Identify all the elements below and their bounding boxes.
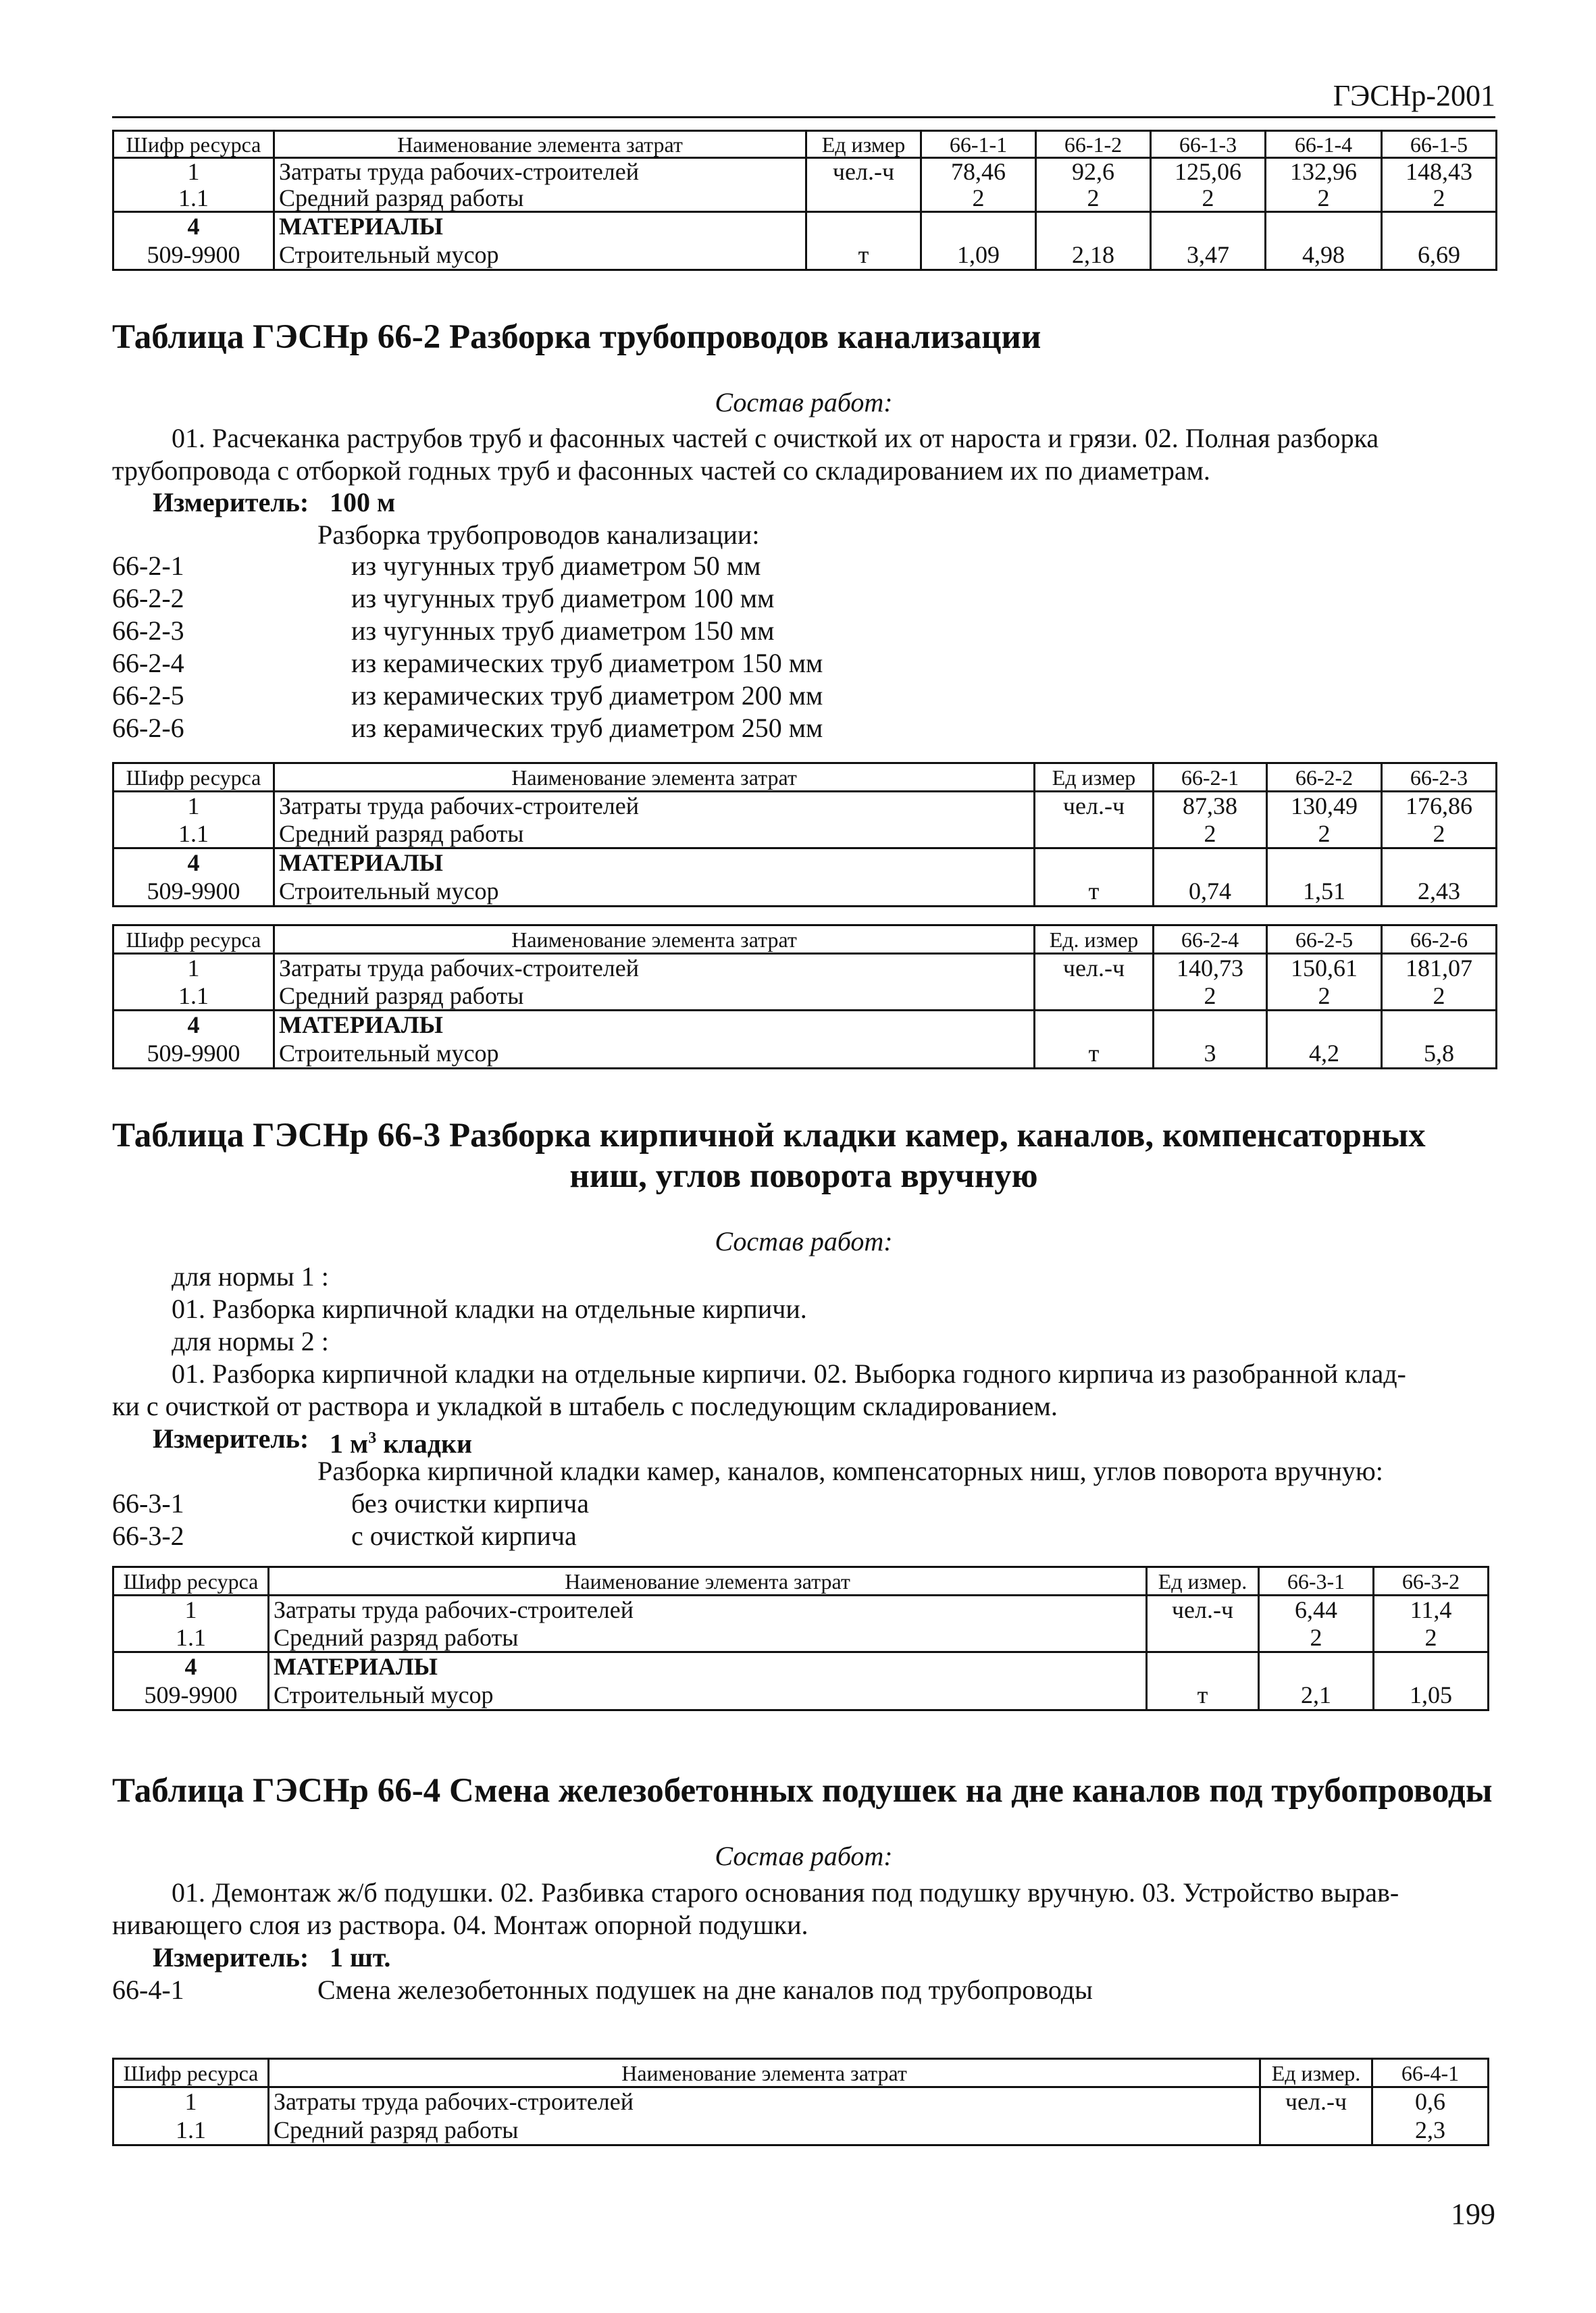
list-intro: Разборка трубопроводов канализации: <box>317 519 760 550</box>
cell-value: 2 <box>1036 185 1151 212</box>
cell-name: Средний разряд работы <box>274 982 1035 1011</box>
norm-code: 66-2-4 <box>112 648 184 678</box>
cell-code: 509-9900 <box>113 240 274 270</box>
cell-unit: чел.-ч <box>1260 2087 1372 2116</box>
cell-value <box>1374 1652 1489 1681</box>
cell-value: 6,44 <box>1259 1596 1374 1624</box>
cell-value: 2 <box>1154 820 1267 848</box>
cell-code: 4 <box>113 212 274 240</box>
col-header: 66-1-5 <box>1382 131 1497 158</box>
cell-value: 1,51 <box>1267 877 1382 907</box>
table-row <box>113 1011 1497 1039</box>
cell-value: 5,8 <box>1382 1039 1497 1069</box>
list-intro: Разборка кирпичной кладки камер, каналов, компенсаторных ниш, углов поворота вручную: <box>317 1456 1383 1486</box>
norm-code: 66-3-1 <box>112 1488 184 1519</box>
cell-value: 87,38 <box>1154 792 1267 820</box>
cell-value: 140,73 <box>1154 954 1267 982</box>
cell-value: 4,2 <box>1267 1039 1382 1069</box>
cell-name: Строительный мусор <box>269 1681 1147 1710</box>
cell-value: 2 <box>1267 982 1382 1011</box>
meter-label: Измеритель: <box>153 1942 309 1973</box>
cell-unit: чел.-ч <box>1035 954 1154 982</box>
cell-value <box>1151 212 1266 240</box>
cell-name: Средний разряд работы <box>269 1624 1147 1652</box>
table-row <box>113 1039 1497 1069</box>
cell-name: Затраты труда рабочих-строителей <box>269 2087 1260 2116</box>
cell-code: 4 <box>113 1652 269 1681</box>
cell-value: 2 <box>1154 982 1267 1011</box>
cell-value: 92,6 <box>1036 158 1151 185</box>
cell-name: Строительный мусор <box>274 240 806 270</box>
cell-value: 181,07 <box>1382 954 1497 982</box>
cell-value <box>1267 848 1382 877</box>
cell-value: 125,06 <box>1151 158 1266 185</box>
cell-unit <box>1147 1652 1259 1681</box>
composition-heading: Состав работ: <box>715 1226 893 1256</box>
cell-name: Строительный мусор <box>274 1039 1035 1069</box>
cell-unit <box>1035 1011 1154 1039</box>
table-row <box>113 1624 1489 1652</box>
table-row <box>113 877 1497 907</box>
cell-name: Затраты труда рабочих-строителей <box>269 1596 1147 1624</box>
cell-name: МАТЕРИАЛЫ <box>274 212 806 240</box>
col-header: Шифр ресурса <box>113 763 274 792</box>
table-header-row <box>113 925 1497 954</box>
table-66-1-continuation <box>112 130 1497 271</box>
cell-code: 509-9900 <box>113 1039 274 1069</box>
cell-value: 2,1 <box>1259 1681 1374 1710</box>
norm-desc: с очисткой кирпича <box>351 1521 577 1551</box>
cell-unit: т <box>1147 1681 1259 1710</box>
col-header: Шифр ресурса <box>113 925 274 954</box>
cell-value: 2,18 <box>1036 240 1151 270</box>
col-header: 66-2-2 <box>1267 763 1382 792</box>
col-header: 66-1-1 <box>921 131 1036 158</box>
table-row <box>113 240 1497 270</box>
cell-value: 150,61 <box>1267 954 1382 982</box>
cell-value: 11,4 <box>1374 1596 1489 1624</box>
meter-label: Измеритель: <box>153 1423 309 1454</box>
cell-value: 2 <box>921 185 1036 212</box>
cell-value: 3,47 <box>1151 240 1266 270</box>
norm-desc: из чугунных труб диаметром 150 мм <box>351 615 775 646</box>
cell-name: Средний разряд работы <box>274 185 806 212</box>
cell-value: 6,69 <box>1382 240 1497 270</box>
col-header: Ед измер. <box>1260 2059 1372 2087</box>
col-header: Шифр ресурса <box>113 1567 269 1596</box>
cell-value <box>1382 848 1497 877</box>
table-row <box>113 158 1497 185</box>
col-header: 66-3-1 <box>1259 1567 1374 1596</box>
meter-value-prefix: 1 м <box>330 1428 369 1459</box>
meter-value <box>330 1423 472 1459</box>
composition-line: трубопровода с отборкой годных труб и фасонных частей со складированием их по диаметрам. <box>112 455 1210 486</box>
table-66-2-b <box>112 924 1497 1069</box>
col-header: Шифр ресурса <box>113 131 274 158</box>
cell-code: 1.1 <box>113 185 274 212</box>
cell-code: 1.1 <box>113 982 274 1011</box>
norm-code: 66-2-1 <box>112 551 184 581</box>
cell-unit <box>1147 1624 1259 1652</box>
cell-code: 4 <box>113 1011 274 1039</box>
col-header: Наименование элемента затрат <box>269 1567 1147 1596</box>
table-66-3 <box>112 1566 1489 1711</box>
running-head: ГЭСНр-2001 <box>1333 79 1495 112</box>
table-header-row <box>113 1567 1489 1596</box>
norm-code: 66-2-5 <box>112 680 184 711</box>
cell-value: 1,09 <box>921 240 1036 270</box>
table-row <box>113 212 1497 240</box>
meter-value-exponent: 3 <box>368 1429 377 1447</box>
cell-code: 1 <box>113 2087 269 2116</box>
cell-name: Средний разряд работы <box>274 820 1035 848</box>
cell-unit <box>1035 982 1154 1011</box>
table-header-row <box>113 2059 1489 2087</box>
cell-value <box>1266 212 1382 240</box>
table-row <box>113 2116 1489 2145</box>
composition-line: 01. Разборка кирпичной кладки на отдельные кирпичи. <box>172 1294 807 1324</box>
cell-name: Средний разряд работы <box>269 2116 1260 2145</box>
cell-value: 2 <box>1259 1624 1374 1652</box>
meter-label: Измеритель: <box>153 487 309 517</box>
col-header: 66-2-1 <box>1154 763 1267 792</box>
norm-desc: из керамических труб диаметром 200 мм <box>351 680 823 711</box>
cell-unit <box>1260 2116 1372 2145</box>
section-title-66-3-line2: ниш, углов поворота вручную <box>569 1157 1038 1195</box>
cell-unit: т <box>1035 877 1154 907</box>
cell-code: 1 <box>113 1596 269 1624</box>
cell-value <box>1036 212 1151 240</box>
table-row <box>113 185 1497 212</box>
meter-value: 1 шт. <box>330 1942 391 1973</box>
cell-value: 132,96 <box>1266 158 1382 185</box>
cell-value: 3 <box>1154 1039 1267 1069</box>
norm-desc: из чугунных труб диаметром 50 мм <box>351 551 761 581</box>
cell-name: Строительный мусор <box>274 877 1035 907</box>
cell-name: МАТЕРИАЛЫ <box>274 848 1035 877</box>
cell-value: 0,6 <box>1372 2087 1489 2116</box>
cell-unit: чел.-ч <box>1147 1596 1259 1624</box>
col-header: 66-1-4 <box>1266 131 1382 158</box>
composition-line: 01. Демонтаж ж/б подушки. 02. Разбивка старого основания под подушку вручную. 03. Устройство вырав- <box>172 1877 1399 1908</box>
cell-value: 1,05 <box>1374 1681 1489 1710</box>
col-header: 66-1-3 <box>1151 131 1266 158</box>
composition-line: нивающего слоя из раствора. 04. Монтаж опорной подушки. <box>112 1910 808 1940</box>
composition-heading: Состав работ: <box>715 1841 893 1871</box>
cell-unit: чел.-ч <box>1035 792 1154 820</box>
col-header: 66-2-3 <box>1382 763 1497 792</box>
cell-name: Затраты труда рабочих-строителей <box>274 158 806 185</box>
norm-desc: из керамических труб диаметром 150 мм <box>351 648 823 678</box>
cell-name: МАТЕРИАЛЫ <box>269 1652 1147 1681</box>
cell-value <box>1267 1011 1382 1039</box>
composition-line: 01. Расчеканка раструбов труб и фасонных частей с очисткой их от нароста и грязи. 02. Полная разборка <box>172 423 1379 453</box>
norm-desc: без очистки кирпича <box>351 1488 589 1519</box>
cell-unit: т <box>806 240 921 270</box>
table-row <box>113 1681 1489 1710</box>
norm-desc: Смена железобетонных подушек на дне каналов под трубопроводы <box>317 1975 1093 2005</box>
table-66-4 <box>112 2058 1489 2146</box>
cell-name: Затраты труда рабочих-строителей <box>274 792 1035 820</box>
col-header: 66-3-2 <box>1374 1567 1489 1596</box>
cell-value: 2,43 <box>1382 877 1497 907</box>
norm-desc: из чугунных труб диаметром 100 мм <box>351 583 775 613</box>
section-title-66-2: Таблица ГЭСНр 66-2 Разборка трубопроводов канализации <box>112 318 1041 356</box>
cell-value: 2 <box>1151 185 1266 212</box>
cell-value: 2 <box>1266 185 1382 212</box>
composition-line: ки с очисткой от раствора и укладкой в штабель с последующим складированием. <box>112 1391 1058 1421</box>
cell-value: 4,98 <box>1266 240 1382 270</box>
norm-code: 66-4-1 <box>112 1975 184 2005</box>
norm-label: для нормы 2 : <box>172 1326 329 1356</box>
cell-value: 2 <box>1374 1624 1489 1652</box>
cell-value <box>1259 1652 1374 1681</box>
cell-value <box>921 212 1036 240</box>
cell-unit: т <box>1035 1039 1154 1069</box>
table-row <box>113 1652 1489 1681</box>
meter-value-suffix: кладки <box>376 1428 473 1459</box>
norm-label: для нормы 1 : <box>172 1261 329 1292</box>
cell-value <box>1154 1011 1267 1039</box>
col-header: Наименование элемента затрат <box>274 131 806 158</box>
cell-name: МАТЕРИАЛЫ <box>274 1011 1035 1039</box>
table-row <box>113 2087 1489 2116</box>
table-66-2-a <box>112 762 1497 907</box>
col-header: Наименование элемента затрат <box>269 2059 1260 2087</box>
cell-value: 2 <box>1382 185 1497 212</box>
col-header: 66-2-5 <box>1267 925 1382 954</box>
composition-heading: Состав работ: <box>715 387 893 417</box>
cell-value: 176,86 <box>1382 792 1497 820</box>
cell-code: 1.1 <box>113 1624 269 1652</box>
cell-value: 0,74 <box>1154 877 1267 907</box>
table-header-row <box>113 763 1497 792</box>
col-header: Ед измер. <box>1147 1567 1259 1596</box>
cell-value: 2 <box>1382 820 1497 848</box>
norm-desc: из керамических труб диаметром 250 мм <box>351 713 823 743</box>
header-rule <box>112 116 1495 118</box>
cell-value: 130,49 <box>1267 792 1382 820</box>
composition-line: 01. Разборка кирпичной кладки на отдельные кирпичи. 02. Выборка годного кирпича из разобранной клад- <box>172 1358 1406 1389</box>
cell-value: 2 <box>1267 820 1382 848</box>
col-header: 66-4-1 <box>1372 2059 1489 2087</box>
cell-code: 1 <box>113 954 274 982</box>
table-row <box>113 954 1497 982</box>
col-header: Ед измер <box>806 131 921 158</box>
cell-value: 2 <box>1382 982 1497 1011</box>
col-header: Ед. измер <box>1035 925 1154 954</box>
table-row <box>113 1596 1489 1624</box>
cell-value <box>1382 212 1497 240</box>
cell-unit <box>806 185 921 212</box>
cell-value: 2,3 <box>1372 2116 1489 2145</box>
norm-code: 66-2-2 <box>112 583 184 613</box>
cell-code: 1 <box>113 792 274 820</box>
table-header-row <box>113 131 1497 158</box>
cell-code: 1 <box>113 158 274 185</box>
col-header: 66-1-2 <box>1036 131 1151 158</box>
cell-unit: чел.-ч <box>806 158 921 185</box>
col-header: 66-2-4 <box>1154 925 1267 954</box>
cell-unit <box>806 212 921 240</box>
meter-value: 100 м <box>330 487 396 517</box>
col-header: Шифр ресурса <box>113 2059 269 2087</box>
cell-value: 148,43 <box>1382 158 1497 185</box>
cell-code: 509-9900 <box>113 877 274 907</box>
norm-code: 66-2-3 <box>112 615 184 646</box>
section-title-66-3-line1: Таблица ГЭСНр 66-3 Разборка кирпичной кладки камер, каналов, компенсаторных <box>112 1117 1426 1154</box>
cell-code: 1.1 <box>113 820 274 848</box>
page-number: 199 <box>1451 2197 1495 2231</box>
table-row <box>113 792 1497 820</box>
col-header: Наименование элемента затрат <box>274 925 1035 954</box>
cell-unit <box>1035 848 1154 877</box>
section-title-66-4: Таблица ГЭСНр 66-4 Смена железобетонных подушек на дне каналов под трубопроводы <box>112 1772 1493 1810</box>
table-row <box>113 848 1497 877</box>
cell-code: 1.1 <box>113 2116 269 2145</box>
cell-code: 4 <box>113 848 274 877</box>
col-header: Ед измер <box>1035 763 1154 792</box>
norm-code: 66-3-2 <box>112 1521 184 1551</box>
col-header: 66-2-6 <box>1382 925 1497 954</box>
cell-value <box>1382 1011 1497 1039</box>
cell-unit <box>1035 820 1154 848</box>
norm-code: 66-2-6 <box>112 713 184 743</box>
table-row <box>113 820 1497 848</box>
table-row <box>113 982 1497 1011</box>
col-header: Наименование элемента затрат <box>274 763 1035 792</box>
cell-code: 509-9900 <box>113 1681 269 1710</box>
cell-value: 78,46 <box>921 158 1036 185</box>
cell-value <box>1154 848 1267 877</box>
cell-name: Затраты труда рабочих-строителей <box>274 954 1035 982</box>
